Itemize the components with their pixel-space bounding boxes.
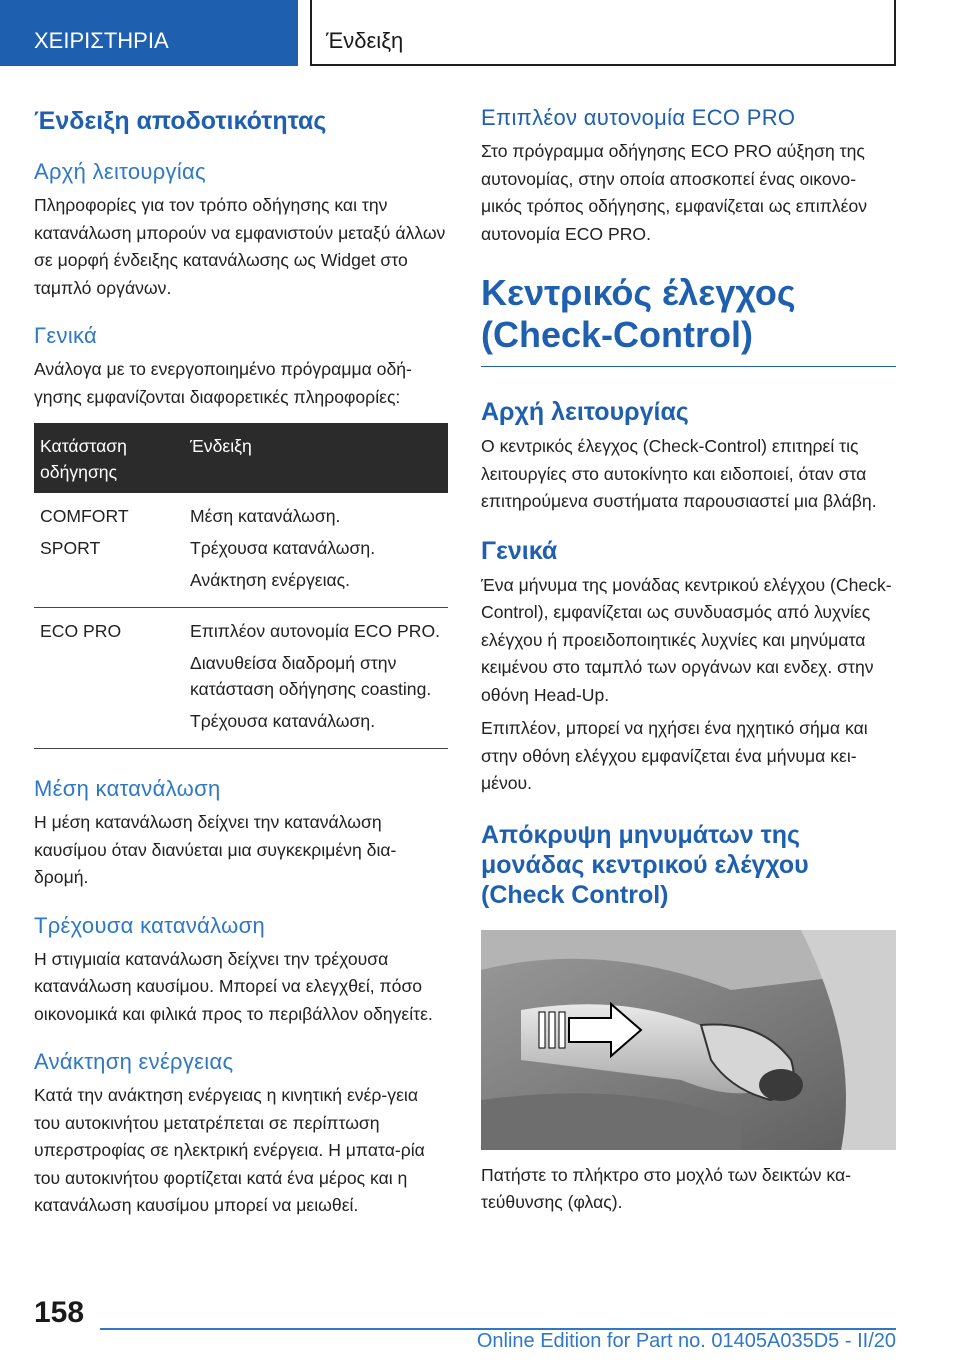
mode-label: ECO PRO	[40, 621, 122, 641]
table-cell-display	[184, 608, 448, 749]
mode-label: COMFORT	[40, 506, 129, 526]
table-cell-modes	[34, 608, 184, 749]
table-cell-display	[184, 493, 448, 608]
left-column	[34, 100, 448, 1220]
text-average-consumption: Η μέση κατανάλωση δείχνει την κατανάλωση καυσίμου όταν διανύεται μια συγκεκριμένη δια-δρομή.	[34, 812, 397, 887]
display-item: Μέση κατανάλωση.	[190, 506, 341, 526]
heading-general: Γενικά	[34, 323, 98, 348]
table-header-mode: Κατάσταση οδήγησης	[34, 423, 184, 493]
header-section-tab: ΧΕΙΡΙΣΤΗΡΙΑ	[0, 0, 298, 66]
text-principle: Πληροφορίες για τον τρόπο οδήγησης και την κατανάλωση μπορούν να εμφανιστούν μεταξύ άλλων σε μορφή ένδειξης κατανάλωσης ως Widget στο ταμπλό οργάνων.	[34, 195, 446, 298]
right-column	[481, 100, 896, 1217]
display-item: Τρέχουσα κατανάλωση.	[190, 711, 376, 731]
turn-signal-lever-photo	[481, 930, 896, 1150]
text-cc-principle: Ο κεντρικός έλεγχος (Check-Control) επιτηρεί τις λειτουργίες στο αυτοκίνητο και ειδοποιεί, όταν στα επιτηρούμενα συστήματα παρουσιαστεί μια βλάβη.	[481, 436, 877, 511]
display-item: Τρέχουσα κατανάλωση.	[190, 538, 376, 558]
table-header-row	[34, 423, 448, 493]
text-cc-general-2: Επιπλέον, μπορεί να ηχήσει ένα ηχητικό σήμα και στην οθόνη ελέγχου εμφανίζεται ένα μήνυμα κει-μένου.	[481, 718, 868, 793]
table-cell-modes	[34, 493, 184, 608]
table-row	[34, 493, 448, 608]
text-energy-recovery: Κατά την ανάκτηση ενέργειας η κινητική ενέρ-γεια του αυτοκινήτου μετατρέπεται σε περίπτωση υπερστροφίας σε ηλεκτρική ενέργεια. Η μπατα-ρία του αυτοκινήτου φορτίζεται κατά ένα μέρος και η κατανάλωση καυσίμου μπορεί να μειωθεί.	[34, 1085, 425, 1215]
header-topic: Ένδειξη	[310, 0, 896, 66]
photo-caption: Πατήστε το πλήκτρο στο μοχλό των δεικτών κα-τεύθυνσης (φλας).	[481, 1164, 851, 1212]
display-item: Ανάκτηση ενέργειας.	[190, 570, 351, 590]
heading-cc-general: Γενικά	[481, 536, 558, 565]
section-divider	[481, 366, 896, 367]
heading-current-consumption: Τρέχουσα κατανάλωση	[34, 912, 266, 938]
text-eco-pro-range: Στο πρόγραμμα οδήγησης ECO PRO αύξηση της αυτονομίας, στην οποία αποσκοπεί ένας οικονο-μικός τρόπος οδήγησης, εμφανίζεται ως επιπλέον αυτονομία ECO PRO.	[481, 141, 868, 244]
heading-eco-pro-range: Επιπλέον αυτονομία ECO PRO	[481, 105, 796, 130]
section-title-check-control: Κεντρικός έλεγχος (Check-Control)	[481, 272, 796, 355]
text-current-consumption: Η στιγμιαία κατανάλωση δείχνει την τρέχουσα κατανάλωση καυσίμου. Μπορεί να ελεγχθεί, πόσο οικονομικά και φιλικά προς το περιβάλλον οδηγείτε.	[34, 948, 433, 1024]
heading-average-consumption: Μέση κατανάλωση	[34, 776, 221, 801]
table-header-display: Ένδειξη	[184, 423, 448, 493]
driving-mode-table	[34, 423, 448, 749]
text-general: Ανάλογα με το ενεργοποιημένο πρόγραμμα οδή-γησης εμφανίζονται διαφορετικές πληροφορίες:	[34, 359, 412, 407]
heading-cc-principle: Αρχή λειτουργίας	[481, 398, 689, 426]
display-item: Διανυθείσα διαδρομή στην κατάσταση οδήγησης coasting.	[190, 653, 432, 699]
table-row	[34, 608, 448, 749]
page-number: 158	[34, 1296, 85, 1329]
heading-principle: Αρχή λειτουργίας	[34, 159, 206, 184]
heading-energy-recovery: Ανάκτηση ενέργειας	[34, 1049, 234, 1074]
footer-edition-text: Online Edition for Part no. 01405A035D5 - II/20	[476, 1330, 896, 1352]
section-title-efficiency: Ένδειξη αποδοτικότητας	[34, 107, 327, 135]
mode-label: SPORT	[40, 538, 101, 558]
text-cc-general-1: Ένα μήνυμα της μονάδας κεντρικού ελέγχου (Check-Control), εμφανίζεται ως συνδυασμός από λυχνίες ελέγχου ή προειδοποιητικές λυχνίες και μηνύματα κειμένου στο ταμπλό των οργάνων και ενδεχ. στην οθόνη Head-Up.	[481, 574, 892, 705]
turn-signal-lever-illustration	[481, 930, 896, 1150]
heading-hide-messages: Απόκρυψη μηνυμάτων της μονάδας κεντρικού ελέγχου (Check Control)	[481, 820, 809, 909]
display-item: Επιπλέον αυτονομία ECO PRO.	[190, 621, 441, 641]
